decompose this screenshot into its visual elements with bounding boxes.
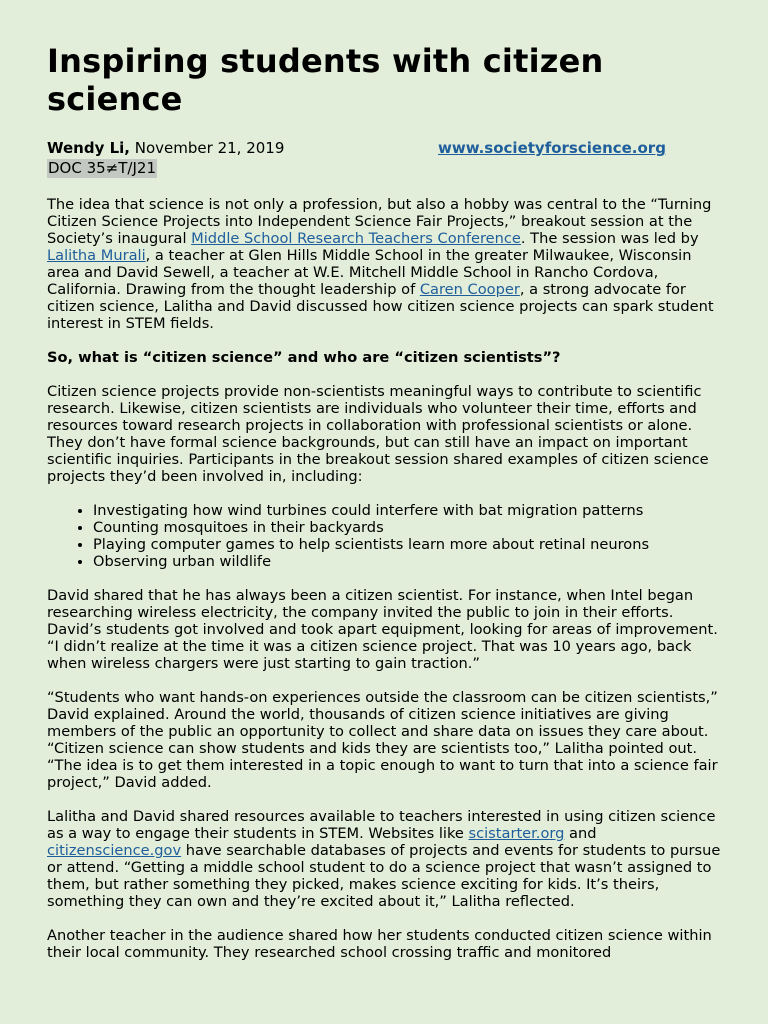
byline <box>47 138 722 158</box>
resources-paragraph: Lalitha and David shared resources available to teachers interested in using citizen science as a way to engage their students in STEM. Websites like scistarter.org and citizenscience.gov have searchable databases of projects and events for students to pursue or attend. “Getting a middle school student to do a science project that wasn’t assigned to them, but rather something they picked, makes science exciting for kids. It’s theirs, something they can own and they’re excited about it,” Lalitha reflected. <box>47 808 721 910</box>
list-item: • Playing computer games to help scientists learn more about retinal neurons <box>93 536 722 553</box>
lalitha-murali-link[interactable]: Lalitha Murali <box>47 247 146 264</box>
section-subheading: So, what is “citizen science” and who are “citizen scientists”? <box>47 349 561 366</box>
list-item: • Observing urban wildlife <box>93 553 722 570</box>
definition-paragraph: Citizen science projects provide non-scientists meaningful ways to contribute to scientific research. Likewise, citizen scientists are individuals who volunteer their time, efforts and resources toward research projects in collaboration with professional scientists or alone. They don’t have formal science backgrounds, but can still have an impact on important scientific inquiries. Participants in the breakout session shared examples of citizen science projects they’d been involved in, including: <box>47 383 709 485</box>
intro-paragraph: The idea that science is not only a profession, but also a hobby was central to the “Turning Citizen Science Projects into Independent Science Fair Projects,” breakout session at the Society’s inaugural Middle School Research Teachers Conference. The session was led by Lalitha Murali, a teacher at Glen Hills Middle School in the greater Milwaukee, Wisconsin area and David Sewell, a teacher at W.E. Mitchell Middle School in Rancho Cordova, California. Drawing from the thought leadership of Caren Cooper, a strong advocate for citizen science, Lalitha and David discussed how citizen science projects can spark student interest in STEM fields. <box>47 196 714 332</box>
david-story-paragraph: David shared that he has always been a citizen scientist. For instance, when Intel began researching wireless electricity, the company invited the public to join in their efforts. David’s students got involved and took apart equipment, looking for areas of improvement. “I didn’t realize at the time it was a citizen science project. That was 10 years ago, back when wireless chargers were just starting to gain traction.” <box>47 587 718 672</box>
list-item: • Counting mosquitoes in their backyards <box>93 519 722 536</box>
citizenscience-gov-link[interactable]: citizenscience.gov <box>47 842 182 859</box>
community-paragraph: Another teacher in the audience shared how her students conducted citizen science within their local community. They researched school crossing traffic and monitored <box>47 927 712 961</box>
author-name: Wendy Li, <box>47 139 130 157</box>
publish-date: November 21, 2019 <box>134 139 285 157</box>
article-body <box>47 196 722 961</box>
examples-list <box>47 502 722 570</box>
students-paragraph: “Students who want hands-on experiences outside the classroom can be citizen scientists,” David explained. Around the world, thousands of citizen science initiatives are giving members of the public an opportunity to collect and share data on issues they care about. “Citizen science can show students and kids they are scientists too,” Lalitha pointed out. “The idea is to get them interested in a topic enough to want to turn that into a science fair project,” David added. <box>47 689 718 791</box>
document-id-label: DOC 35≠T/J21 <box>48 159 156 177</box>
list-item: • Investigating how wind turbines could interfere with bat migration patterns <box>93 502 722 519</box>
scistarter-link[interactable]: scistarter.org <box>468 825 565 842</box>
conference-link[interactable]: Middle School Research Teachers Conference <box>191 230 521 247</box>
society-website-link[interactable]: www.societyforscience.org <box>438 139 666 157</box>
caren-cooper-link[interactable]: Caren Cooper <box>419 281 520 298</box>
article-title: Inspiring students with citizen science <box>47 42 604 118</box>
